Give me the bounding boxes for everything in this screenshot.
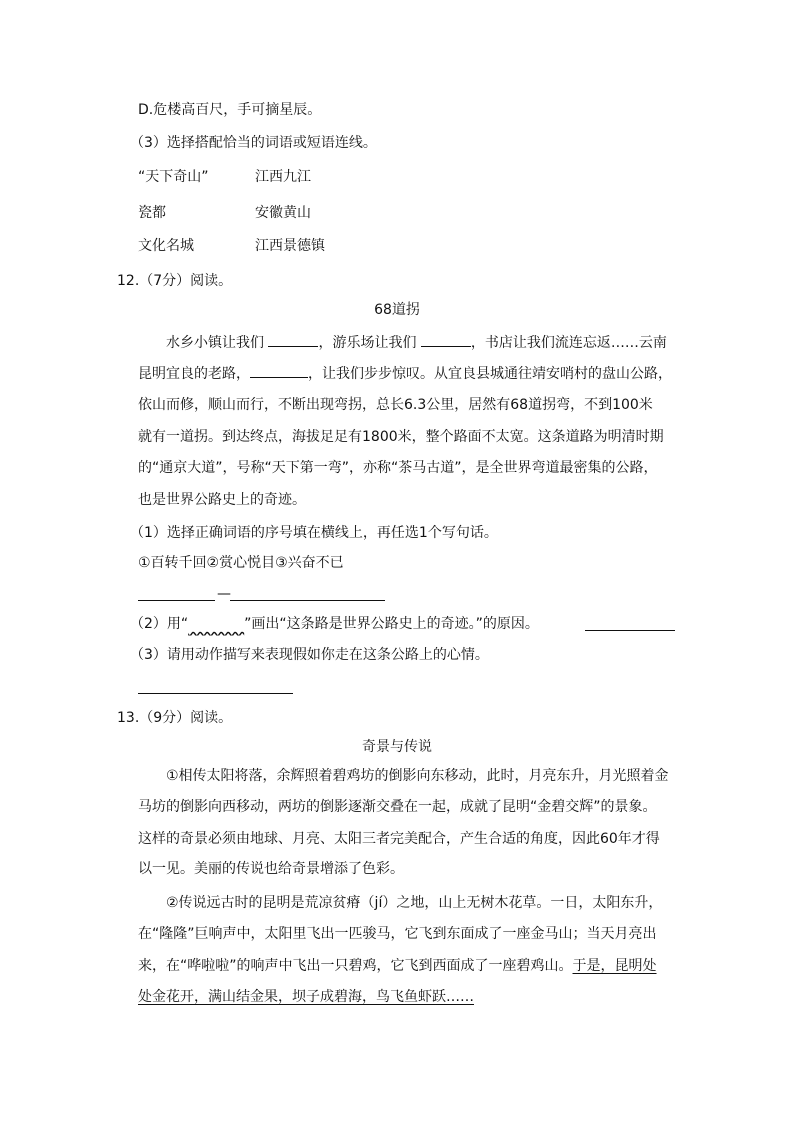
- answer-line[interactable]: [585, 630, 675, 631]
- q13-header: 13.（9分）阅读。: [117, 710, 233, 726]
- q12-sub3: （3）请用动作描写来表现假如你走在这条公路上的心情。: [130, 647, 489, 663]
- blank-3[interactable]: [250, 365, 308, 378]
- q13-para-line: ②传说远古时的昆明是荒凉贫瘠（jí）之地，山上无树木花草。一日，太阳东升，: [166, 895, 663, 911]
- match-right-2: 安徽黄山: [255, 205, 311, 221]
- q13-para-line: 来，在“哗啦啦”的响声中飞出一只碧鸡，它飞到西面成了一座碧鸡山。于是，昆明处: [138, 958, 657, 974]
- match-left-1: “天下奇山”: [138, 169, 209, 185]
- answer-line[interactable]: [230, 600, 385, 601]
- q12-options: ①百转千回②赏心悦目③兴奋不已: [138, 555, 344, 571]
- dash: —: [217, 586, 231, 602]
- q12-sub1: （1）选择正确词语的序号填在横线上，再任选1个写句话。: [130, 525, 498, 541]
- q12-title: 68道拐: [374, 302, 420, 318]
- q11-sub3: （3）选择搭配恰当的词语或短语连线。: [130, 135, 377, 151]
- underlined-sentence: 处金花开，满山结金果，坝子成碧海，鸟飞鱼虾跃……: [138, 989, 474, 1005]
- underlined-sentence: 于是，昆明处: [572, 958, 657, 974]
- answer-line[interactable]: [138, 600, 215, 601]
- q12-para-line: 也是世界公路史上的奇迹。: [138, 492, 306, 508]
- q13-para-line: 在“隆隆”巨响声中，太阳里飞出一匹骏马，它飞到东面成了一座金马山；当天月亮出: [138, 926, 657, 942]
- answer-line[interactable]: [138, 693, 293, 694]
- q12-para-line: 依山而修，顺山而行，不断出现弯拐，总长6.3公里，居然有68道拐弯，不到100米: [138, 397, 653, 413]
- q13-para-line: 马坊的倒影向西移动，两坊的倒影逐渐交叠在一起，成就了昆明“金碧交辉”的景象。: [138, 799, 657, 815]
- match-right-3: 江西景德镇: [255, 238, 325, 254]
- q13-para-line: 这样的奇景必须由地球、月亮、太阳三者完美配合，产生合适的角度，因此60年才得: [138, 831, 660, 847]
- match-left-2: 瓷都: [138, 205, 166, 221]
- blank-2[interactable]: [421, 334, 471, 347]
- match-left-3: 文化名城: [138, 238, 194, 254]
- q13-para-line: ①相传太阳将落，余辉照着碧鸡坊的倒影向东移动，此时，月亮东升，月光照着金: [166, 768, 669, 784]
- q12-header: 12.（7分）阅读。: [117, 273, 233, 289]
- option-d: D.危楼高百尺，手可摘星辰。: [138, 102, 322, 118]
- q12-para-line: 水乡小镇让我们 ，游乐场让我们 ，书店让我们流连忘返……云南: [166, 335, 667, 351]
- q12-para-line: 昆明宜良的老路， ，让我们步步惊叹。从宜良县城通往靖安哨村的盘山公路，: [138, 366, 672, 382]
- match-right-1: 江西九江: [255, 169, 311, 185]
- q12-para-line: 的“通京大道”，号称“天下第一弯”，亦称“茶马古道”，是全世界弯道最密集的公路，: [138, 460, 658, 476]
- q12-sub2: （2）用“ ”画出“这条路是世界公路史上的奇迹。”的原因。: [130, 616, 539, 632]
- wavy-line-sample: [188, 616, 244, 632]
- blank-1[interactable]: [268, 334, 318, 347]
- q13-title: 奇景与传说: [362, 739, 432, 755]
- q12-para-line: 就有一道拐。到达终点，海拔足足有1800米，整个路面不太宽。这条道路为明清时期: [138, 429, 664, 445]
- q13-para-line: 以一见。美丽的传说也给奇景增添了色彩。: [138, 861, 404, 877]
